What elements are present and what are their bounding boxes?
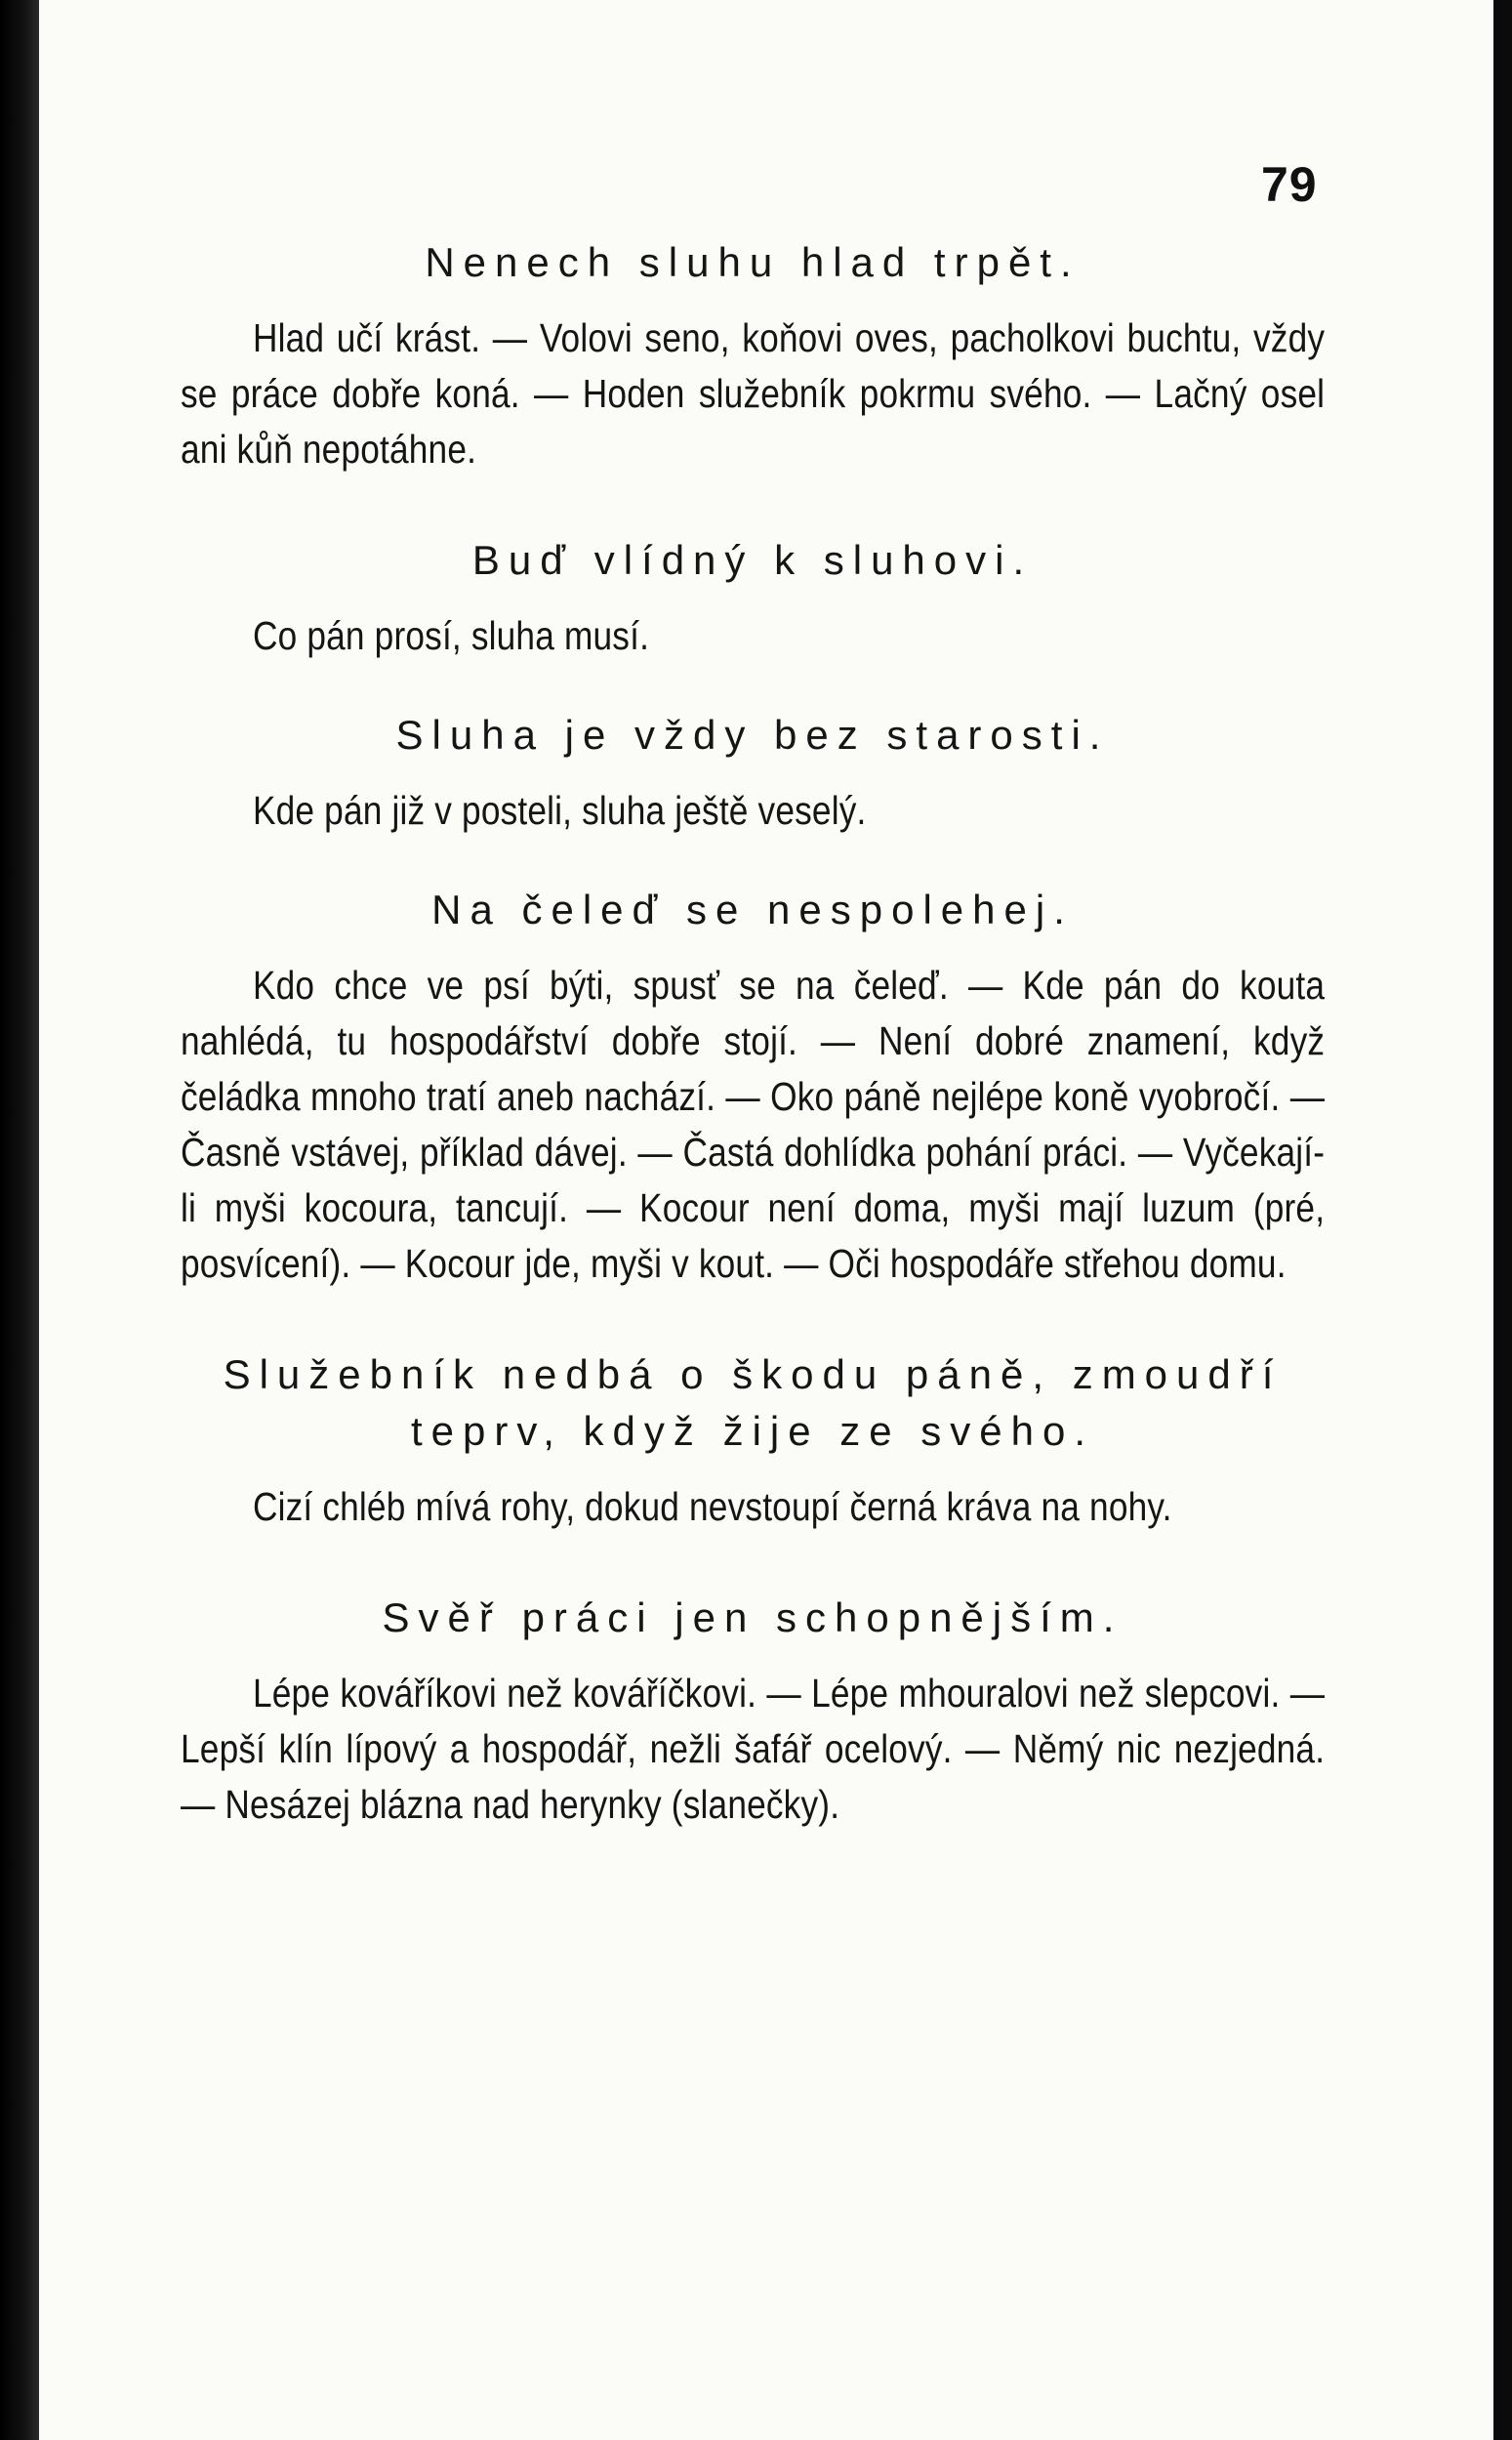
page-text	[181, 234, 1325, 1833]
section-paragraph: Kde pán již v posteli, sluha ještě veselý.	[252, 788, 867, 833]
section-heading: Buď vlídný k sluhovi.	[471, 537, 1034, 583]
section-paragraph: Hlad učí krást. — Volovi seno, koňovi oves, pacholkovi buchtu, vždy se práce dobře koná. — Hoden služebník pokrmu svého. — Lačný osel ani kůň nepotáhne.	[181, 315, 1326, 472]
section-paragraph: Kdo chce ve psí býti, spusť se na čeleď. — Kde pán do kouta nahlédá, tu hospodářství dobře stojí. — Není dobré znamení, když čeládka mnoho tratí aneb nachází. — Oko páně nejlépe koně vyobročí. — Časně vstávej, příklad dávej. — Častá dohlídka pohání práci. — Vyčekají-li myši kocoura, tancují. — Kocour není doma, myši mají luzum (pré, posvícení). — Kocour jde, myši v kout. — Oči hospodáře střehou domu.	[181, 963, 1326, 1286]
page-number: 79	[1261, 157, 1318, 212]
scan-right-edge	[1493, 0, 1503, 2440]
section-heading: Nenech sluhu hlad trpět.	[425, 239, 1081, 285]
scan-left-edge	[0, 0, 39, 2440]
section-paragraph: Co pán prosí, sluha musí.	[252, 613, 650, 658]
section-paragraph: Lépe kováříkovi než kováříčkovi. — Lépe mhouralovi než slepcovi. — Lepší klín lípový a hospodář, nežli šafář ocelový. — Němý nic nezjedná. — Nesázej blázna nad herynky (slanečky).	[181, 1671, 1326, 1827]
section-paragraph: Cizí chléb mívá rohy, dokud nevstoupí černá kráva na nohy.	[252, 1484, 1172, 1529]
section-heading: Služebník nedbá o škodu páně, zmoudří teprv, když žije ze svého.	[223, 1351, 1283, 1454]
section-heading: Sluha je vždy bez starosti.	[395, 712, 1110, 758]
section-heading: Na čeleď se nespolehej.	[431, 887, 1074, 932]
book-page	[39, 0, 1503, 2440]
section-heading: Svěř práci jen schopnějším.	[382, 1594, 1124, 1640]
